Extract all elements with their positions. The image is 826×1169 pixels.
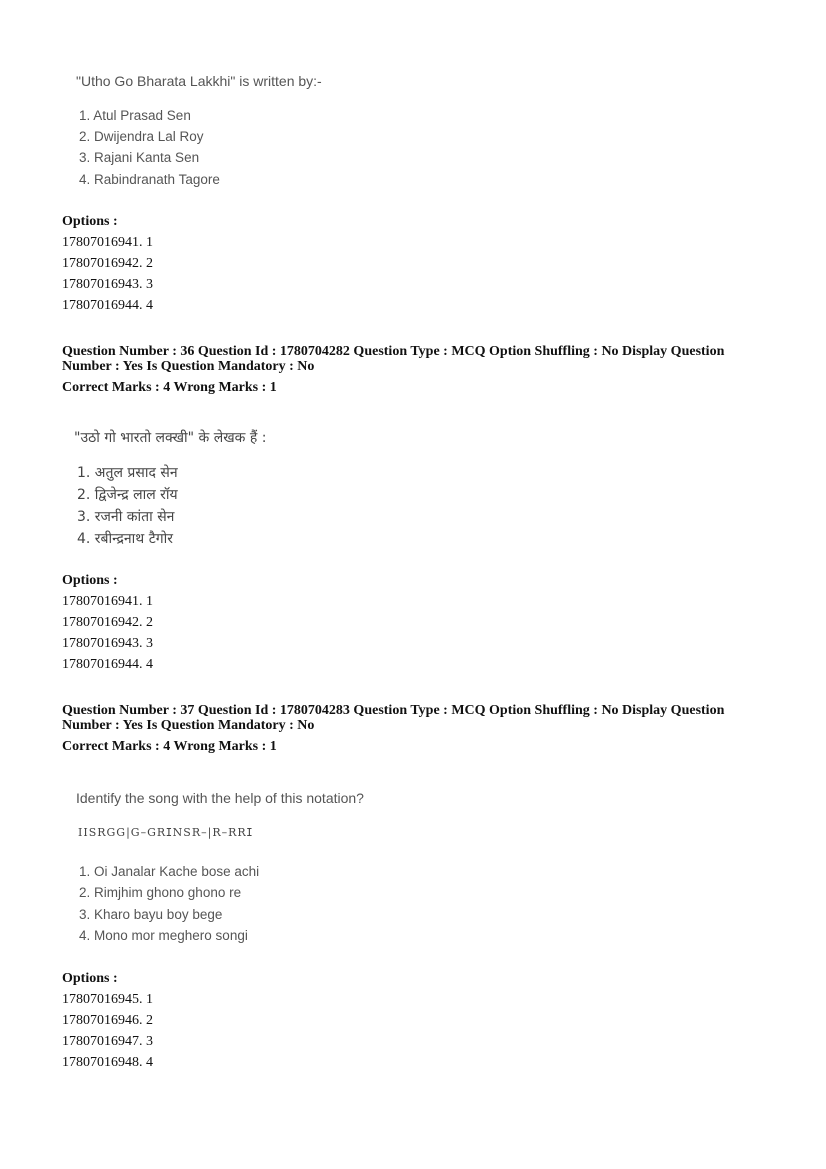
option-item: 17807016947. 3 <box>62 1034 153 1049</box>
option-item: 17807016944. 4 <box>62 298 153 313</box>
image-option: 1. Atul Prasad Sen <box>79 108 191 123</box>
image-option: 3. Kharo bayu boy bege <box>79 907 223 922</box>
image-option: 3. रजनी कांता सेन <box>77 509 175 525</box>
options-label: Options : <box>62 214 118 229</box>
option-item: 17807016941. 1 <box>62 594 153 609</box>
question-header: Question Number : 37 Question Id : 1780704283 Question Type : MCQ Option Shuffling : No Display Question <box>62 703 725 718</box>
question-stem: "उठो गो भारतो लक्खी" के लेखक हैं : <box>74 430 267 446</box>
option-item: 17807016942. 2 <box>62 615 153 630</box>
image-option: 1. अतुल प्रसाद सेन <box>77 465 178 481</box>
image-option: 2. Dwijendra Lal Roy <box>79 129 204 144</box>
image-option: 1. Oi Janalar Kache bose achi <box>79 864 260 879</box>
option-item: 17807016948. 4 <box>62 1055 153 1070</box>
question-stem: Identify the song with the help of this notation? <box>76 790 364 806</box>
question-marks: Correct Marks : 4 Wrong Marks : 1 <box>62 739 277 754</box>
options-label: Options : <box>62 573 118 588</box>
image-option: 4. रबीन्द्रनाथ टैगोर <box>77 531 173 547</box>
image-option: 2. द्विजेन्द्र लाल रॉय <box>77 487 178 503</box>
question-header-cont: Number : Yes Is Question Mandatory : No <box>62 359 315 374</box>
option-item: 17807016942. 2 <box>62 256 153 271</box>
option-item: 17807016943. 3 <box>62 277 153 292</box>
notation-line: IISRGG|G–GRⵊNSR–|R–RRⵊ <box>78 826 254 839</box>
question-marks: Correct Marks : 4 Wrong Marks : 1 <box>62 380 277 395</box>
option-item: 17807016941. 1 <box>62 235 153 250</box>
image-option: 3. Rajani Kanta Sen <box>79 150 200 165</box>
image-option: 4. Mono mor meghero songi <box>79 928 248 943</box>
image-option: 2. Rimjhim ghono ghono re <box>79 885 242 900</box>
image-option: 4. Rabindranath Tagore <box>79 172 220 187</box>
options-label: Options : <box>62 971 118 986</box>
option-item: 17807016946. 2 <box>62 1013 153 1028</box>
option-item: 17807016945. 1 <box>62 992 153 1007</box>
question-header-cont: Number : Yes Is Question Mandatory : No <box>62 718 315 733</box>
option-item: 17807016943. 3 <box>62 636 153 651</box>
question-stem: "Utho Go Bharata Lakkhi" is written by:- <box>76 73 322 89</box>
question-header: Question Number : 36 Question Id : 1780704282 Question Type : MCQ Option Shuffling : No Display Question <box>62 344 725 359</box>
option-item: 17807016944. 4 <box>62 657 153 672</box>
